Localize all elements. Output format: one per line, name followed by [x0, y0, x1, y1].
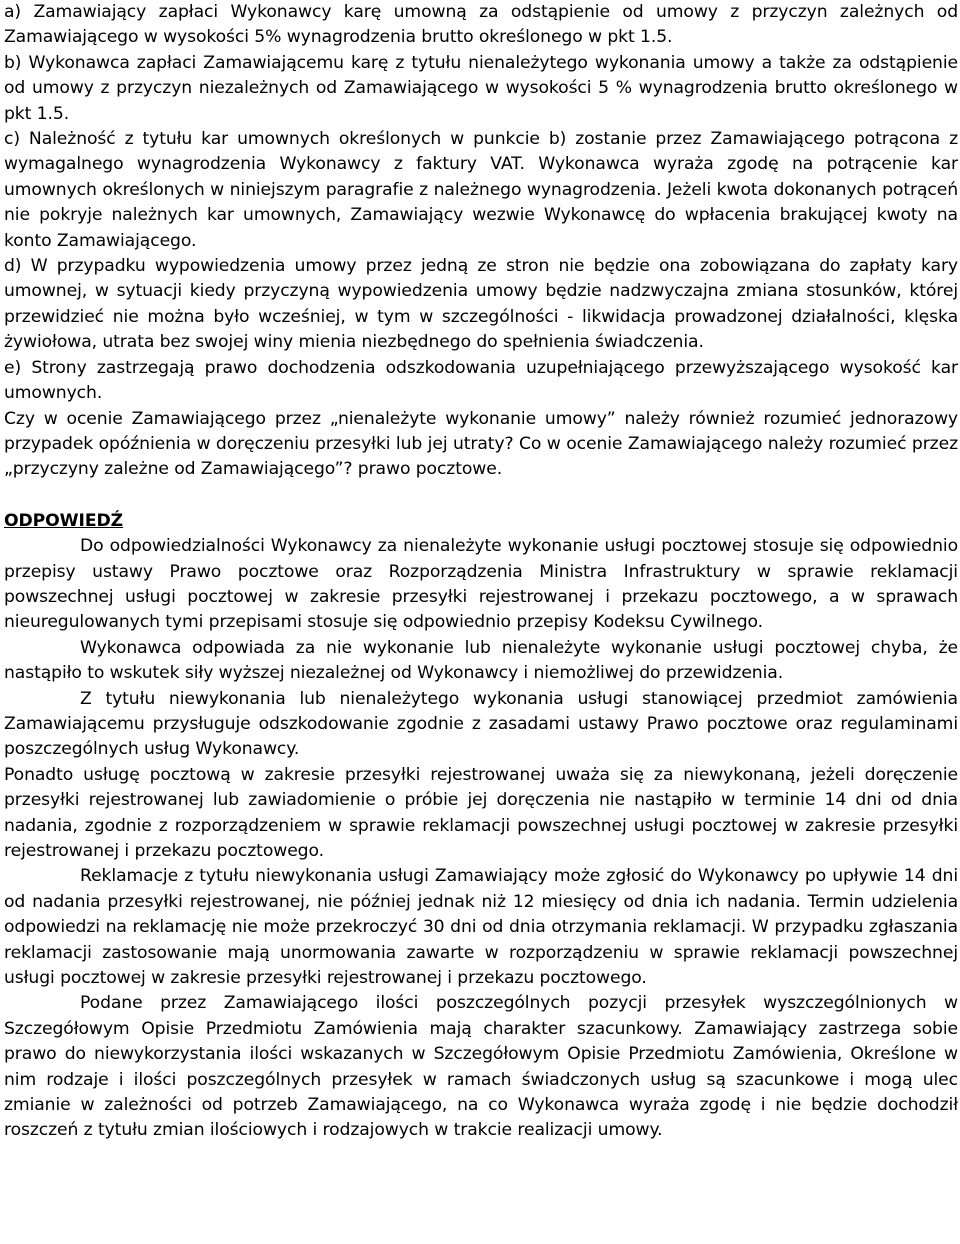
question-paragraph: Czy w ocenie Zamawiającego przez „nienależyte wykonanie umowy” należy również rozumieć jednorazowy przypadek opóźnienia w doręczeniu przesyłki lub jej utraty? Co w ocenie Zamawiającego należy rozumieć przez „przyczyny zależne od Zamawiającego”? prawo pocztowe. [4, 408, 958, 480]
clause-a: a) Zamawiający zapłaci Wykonawcy karę umowną za odstąpienie od umowy z przyczyn zależnych od Zamawiającego w wysokości 5% wynagrodzenia brutto określonego w pkt 1.5. [4, 2, 958, 48]
clause-c: c) Należność z tytułu kar umownych określonych w punkcie b) zostanie przez Zamawiającego potrącona z wymagalnego wynagrodzenia Wykonawcy z faktury VAT. Wykonawca wyraża zgodę na potrącenie kar umownych określonych w niniejszym paragrafie z należnego wynagrodzenia. Jeżeli kwota dokonanych potrąceń nie pokryje należnych kar umownych, Zamawiający wezwie Wykonawcę do wpłacenia brakującej kwoty na konto Zamawiającego. [4, 129, 958, 251]
clause-e: e) Strony zastrzegają prawo dochodzenia odszkodowania uzupełniającego przewyższającego wysokość kar umownych. [4, 357, 958, 404]
answer-paragraph-3: Z tytułu niewykonania lub nienależytego wykonania usługi stanowiącej przedmiot zamówienia Zamawiającemu przysługuje odszkodowanie zgodnie z zasadami ustawy Prawo pocztowe oraz regulaminami poszczególnych usług Wykonawcy. [4, 688, 958, 760]
answer-paragraph-6: Podane przez Zamawiającego ilości poszczególnych pozycji przesyłek wyszczególnionych w Szczegółowym Opisie Przedmiotu Zamówienia mają charakter szacunkowy. Zamawiający zastrzega sobie prawo do niewykorzystania ilości wskazanych w Szczegółowym Opisie Przedmiotu Zamówienia, Określone w nim rodzaje i ilości poszczególnych przesyłek w ramach świadczonych usług są szacunkowe i mogą ulec zmianie w zależności od potrzeb Zamawiającego, na co Wykonawca wyraża zgodę i nie będzie dochodził roszczeń z tytułu zmian ilościowych i rodzajowych w trakcie realizacji umowy. [4, 993, 958, 1141]
clause-b: b) Wykonawca zapłaci Zamawiającemu karę z tytułu nienależytego wykonania umowy a także za odstąpienie od umowy z przyczyn niezależnych od Zamawiającego w wysokości 5 % wynagrodzenia brutto określonego w pkt 1.5. [4, 52, 958, 124]
answer-paragraph-2: Wykonawca odpowiada za nie wykonanie lub nienależyte wykonanie usługi pocztowej chyba, że nastąpiło to wskutek siły wyższej niezależnej od Wykonawcy i niemożliwej do przewidzenia. [4, 637, 958, 684]
document-page [4, 0, 958, 1144]
answer-paragraph-4: Ponadto usługę pocztową w zakresie przesyłki rejestrowanej uważa się za niewykonaną, jeżeli doręczenie przesyłki rejestrowanej lub zawiadomienie o próbie jej doręczenia nie nastąpiło w terminie 14 dni od dnia nadania, zgodnie z rozporządzeniem w sprawie reklamacji powszechnej usługi pocztowej w zakresie przesyłki rejestrowanej i przekazu pocztowego. [4, 764, 958, 861]
answer-paragraph-5: Reklamacje z tytułu niewykonania usługi Zamawiający może zgłosić do Wykonawcy po upływie 14 dni od nadania przesyłki rejestrowanej, nie później jednak niż 12 miesięcy od dnia ich nadania. Termin udzielenia odpowiedzi na reklamację nie może przekroczyć 30 dni od dnia otrzymania reklamacji. W przypadku zgłaszania reklamacji zastosowanie mają unormowania zawarte w rozporządzeniu w sprawie reklamacji powszechnej usługi pocztowej w zakresie przesyłki rejestrowanej i przekazu pocztowego. [4, 866, 958, 989]
answer-paragraph-1: Do odpowiedzialności Wykonawcy za nienależyte wykonanie usługi pocztowej stosuje się odpowiednio przepisy ustawy Prawo pocztowe oraz Rozporządzenia Ministra Infrastruktury w sprawie reklamacji powszechnej usługi pocztowej w zakresie przesyłki rejestrowanej i przekazu pocztowego, a w sprawach nieuregulowanych tymi przepisami stosuje się odpowiednio przepisy Kodeksu Cywilnego. [4, 536, 958, 633]
clause-d: d) W przypadku wypowiedzenia umowy przez jedną ze stron nie będzie ona zobowiązana do zapłaty kary umownej, w sytuacji kiedy przyczyną wypowiedzenia umowy będzie nadzwyczajna zmiana stosunków, której przewidzieć nie można było wcześniej, w tym w szczególności - likwidacja prowadzonej działalności, klęska żywiołowa, utrata bez swojej winy mienia niezbędnego do spełnienia świadczenia. [4, 256, 958, 353]
answer-heading: ODPOWIEDŹ [4, 510, 124, 531]
